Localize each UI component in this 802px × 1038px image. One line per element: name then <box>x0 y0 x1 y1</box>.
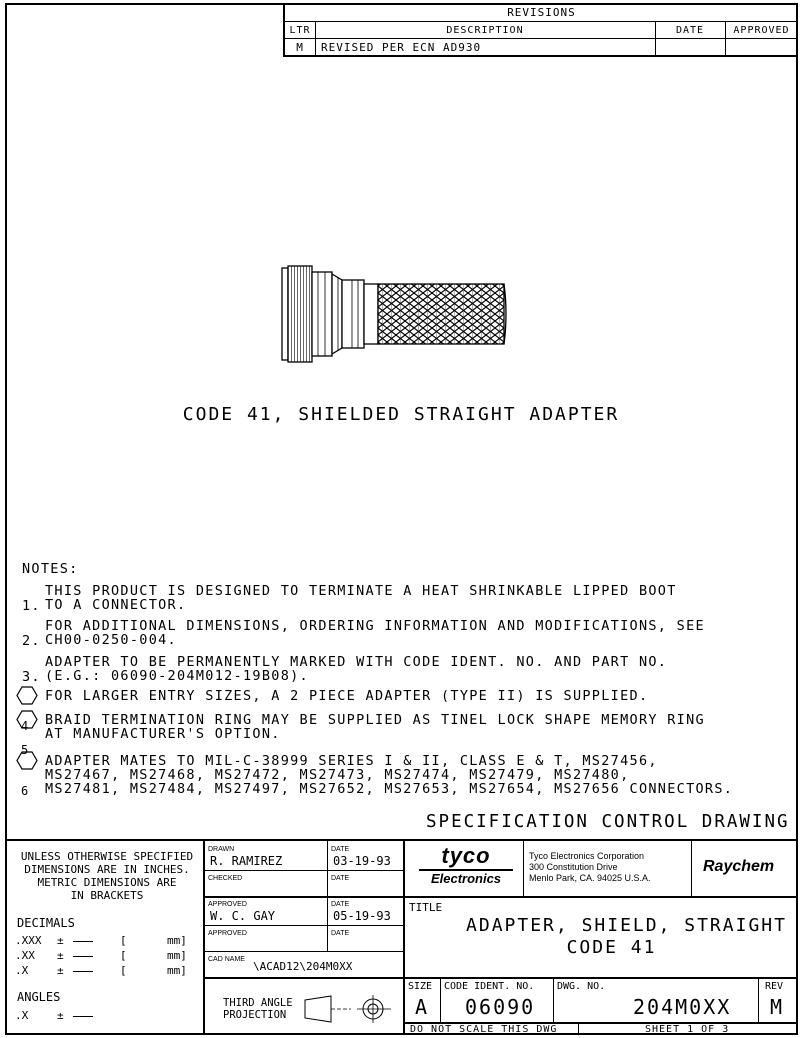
revision-row <box>285 39 798 56</box>
approved2-date-label: DATE <box>331 930 350 937</box>
revisions-title: REVISIONS <box>507 5 576 19</box>
raychem-logo: Raychem <box>703 858 775 875</box>
notes-heading: NOTES: <box>22 561 79 577</box>
tyco-logo-top: tyco <box>441 843 491 868</box>
revisions-table <box>283 3 798 57</box>
plus-minus: ± <box>57 934 64 947</box>
revision-flag-icon <box>16 751 38 770</box>
approved-date-label: DATE <box>331 901 350 908</box>
rev-header-ltr: LTR <box>289 24 311 36</box>
size-label: SIZE <box>408 981 433 992</box>
angles-label: ANGLES <box>17 990 61 1004</box>
adapter-illustration <box>270 258 520 370</box>
projection-line: THIRD ANGLE <box>223 997 293 1009</box>
revisions-title-row <box>285 3 798 22</box>
tolerance-row <box>15 964 187 977</box>
tolerance-notes <box>11 850 203 902</box>
code-ident-value: 06090 <box>465 995 536 1019</box>
unit: mm] <box>167 964 187 977</box>
drawn-date: 03-19-93 <box>333 854 391 868</box>
rev-value: M <box>770 995 783 1019</box>
size-value: A <box>415 995 428 1019</box>
checked-label: CHECKED <box>208 875 243 882</box>
note-line: MS27481, MS27484, MS27497, MS27652, MS27653, MS27654, MS27656 CONNECTORS. <box>45 781 734 797</box>
tolerance-line: UNLESS OTHERWISE SPECIFIED <box>20 850 194 863</box>
approved-by: W. C. GAY <box>210 909 276 923</box>
rev-ltr: M <box>296 41 304 54</box>
tolerance-row <box>15 949 187 962</box>
bracket-open: [ <box>120 934 127 947</box>
note-number: 1. <box>22 598 41 614</box>
note-line: FOR LARGER ENTRY SIZES, A 2 PIECE ADAPTER (TYPE II) IS SUPPLIED. <box>45 688 649 704</box>
bracket-open: [ <box>120 964 127 977</box>
note-number: 2. <box>22 633 41 649</box>
note-line: CH00-0250-004. <box>45 632 177 648</box>
note-line: FOR ADDITIONAL DIMENSIONS, ORDERING INFORMATION AND MODIFICATIONS, SEE <box>45 618 705 634</box>
note-number: 6 <box>21 784 30 798</box>
bracket-open: [ <box>120 949 127 962</box>
angles-row <box>15 1009 64 1022</box>
tolerance-label: .X <box>15 1009 29 1022</box>
address-line: 300 Constitution Drive <box>529 862 618 872</box>
rev-description: REVISED PER ECN AD930 <box>321 41 482 54</box>
checked-date-label: DATE <box>331 875 350 882</box>
projection-label <box>223 997 293 1021</box>
rev-header-description: DESCRIPTION <box>446 24 524 36</box>
plus-minus: ± <box>57 964 64 977</box>
revision-flag-icon <box>16 710 38 729</box>
note-line: ADAPTER TO BE PERMANENTLY MARKED WITH CODE IDENT. NO. AND PART NO. <box>45 654 668 670</box>
title-block <box>5 839 798 1035</box>
note-line: ADAPTER MATES TO MIL-C-38999 SERIES I & II, CLASS E & T, MS27456, <box>45 753 658 769</box>
approved-date: 05-19-93 <box>333 909 391 923</box>
plus-minus: ± <box>57 949 64 962</box>
dwg-no-value: 204M0XX <box>633 995 732 1019</box>
note-number: 4 <box>21 719 30 733</box>
note-line: TO A CONNECTOR. <box>45 597 187 613</box>
note-line: (E.G.: 06090-204M012-19B08). <box>45 668 309 684</box>
drawn-date-label: DATE <box>331 846 350 853</box>
tyco-logo <box>415 844 517 887</box>
title-label: TITLE <box>409 901 443 914</box>
tyco-logo-bottom: Electronics <box>430 871 502 886</box>
specification-control-drawing-title: SPECIFICATION CONTROL DRAWING <box>426 812 790 832</box>
tolerance-line: IN BRACKETS <box>70 889 144 902</box>
rev-header-approved: APPROVED <box>733 24 790 36</box>
company-address <box>529 851 651 884</box>
note-line: BRAID TERMINATION RING MAY BE SUPPLIED AS TINEL LOCK SHAPE MEMORY RING <box>45 712 705 728</box>
unit: mm] <box>167 934 187 947</box>
note-number: 5 <box>21 743 30 757</box>
drawing-title <box>405 915 798 959</box>
projection-line: PROJECTION <box>223 1009 287 1021</box>
plus-minus: ± <box>57 1009 64 1022</box>
note-line: THIS PRODUCT IS DESIGNED TO TERMINATE A HEAT SHRINKABLE LIPPED BOOT <box>45 583 677 599</box>
dwg-no-label: DWG. NO. <box>557 981 606 992</box>
tolerance-line: METRIC DIMENSIONS ARE <box>37 876 177 889</box>
revisions-header-row <box>285 22 798 39</box>
note-line: MS27467, MS27468, MS27472, MS27473, MS27474, MS27479, MS27480, <box>45 767 630 783</box>
third-angle-projection-icon <box>301 992 393 1026</box>
rev-label: REV <box>765 981 784 992</box>
approved-label: APPROVED <box>208 901 247 908</box>
code-ident-label: CODE IDENT. NO. <box>444 981 535 992</box>
cad-name: \ACAD12\204M0XX <box>253 960 353 973</box>
revision-flag-icon <box>16 686 38 705</box>
title-line: ADAPTER, SHIELD, STRAIGHT <box>466 915 787 936</box>
note-line: AT MANUFACTURER'S OPTION. <box>45 726 281 742</box>
decimals-label: DECIMALS <box>17 916 75 930</box>
approved2-label: APPROVED <box>208 930 247 937</box>
address-line: Tyco Electronics Corporation <box>529 851 645 861</box>
tolerance-row <box>15 934 187 947</box>
address-line: Menlo Park, CA. 94025 U.S.A. <box>529 873 651 883</box>
rev-header-date: DATE <box>675 24 705 36</box>
do-not-scale-note: DO NOT SCALE THIS DWG <box>410 1024 558 1035</box>
tolerance-label: .XXX <box>15 934 42 947</box>
unit: mm] <box>167 949 187 962</box>
title-line: CODE 41 <box>566 937 657 958</box>
tolerance-label: .XX <box>15 949 35 962</box>
tolerance-line: DIMENSIONS ARE IN INCHES. <box>24 863 190 876</box>
drawing-caption: CODE 41, SHIELDED STRAIGHT ADAPTER <box>182 404 620 425</box>
note-number: 3. <box>22 669 41 685</box>
sheet-number: SHEET 1 OF 3 <box>645 1024 730 1035</box>
drawn-by: R. RAMIREZ <box>210 854 283 868</box>
cad-name-label: CAD NAME <box>208 956 245 963</box>
drawn-label: DRAWN <box>208 846 235 853</box>
tolerance-label: .X <box>15 964 29 977</box>
